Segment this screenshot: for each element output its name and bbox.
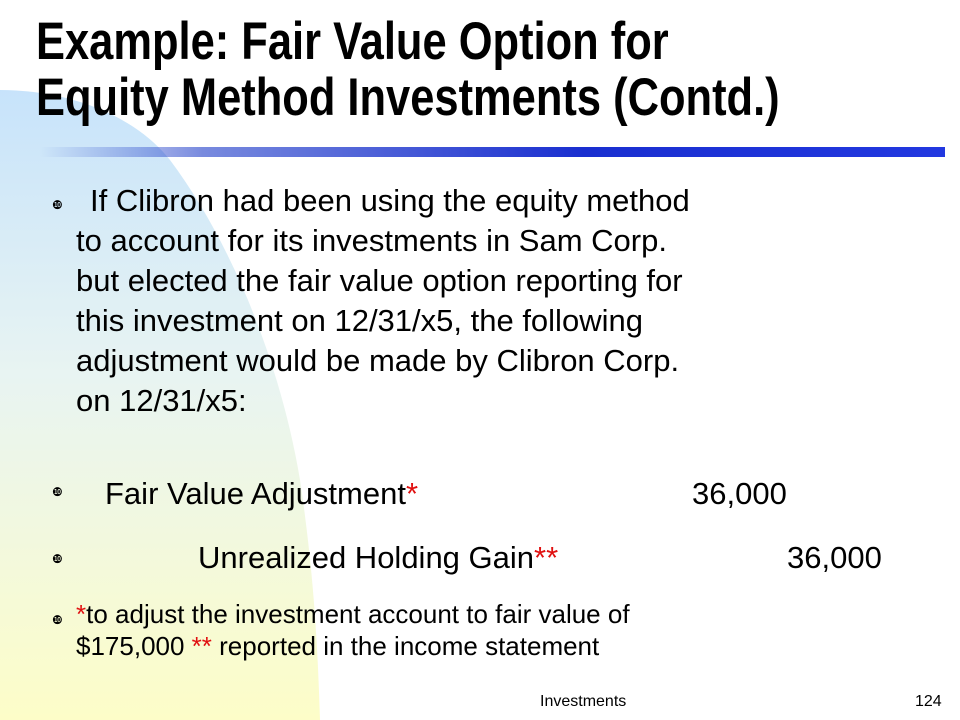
bullet-icon: ❿ (52, 552, 63, 566)
body-paragraph (76, 181, 946, 421)
bullet-icon: ❿ (52, 613, 63, 627)
footnote-marker: * (405, 476, 419, 511)
title-line-2: Equity Method Investments (Contd.) (36, 68, 780, 127)
page-number: 124 (915, 693, 942, 710)
footnote-text-2: $175,000 (76, 631, 192, 661)
footnote-text-1: to adjust the investment account to fair value of (86, 599, 630, 629)
slide-title (36, 14, 782, 126)
paragraph-line: adjustment would be made by Clibron Corp. (76, 343, 680, 378)
paragraph-line: but elected the fair value option reporting for (76, 263, 683, 298)
title-underline (40, 147, 945, 157)
footnote-marker: * (76, 599, 87, 629)
footnote-marker: ** (534, 540, 559, 575)
debit-amount: 36,000 (692, 476, 787, 511)
footnote-line-1 (76, 598, 946, 630)
account-name: Fair Value Adjustment (105, 476, 406, 511)
bullet-icon: ❿ (52, 485, 63, 499)
credit-amount: 36,000 (787, 540, 882, 575)
debit-account (105, 474, 418, 514)
footnote-line-2 (76, 630, 946, 662)
paragraph-line: this investment on 12/31/x5, the following (76, 303, 643, 338)
credit-account (198, 538, 558, 578)
paragraph-line: to account for its investments in Sam Corp. (76, 223, 667, 258)
title-line-1: Example: Fair Value Option for (36, 12, 669, 71)
paragraph-line: If Clibron had been using the equity method (90, 183, 690, 218)
footer-label: Investments (540, 693, 627, 710)
footnote-text (76, 598, 946, 662)
footnote-marker: ** (191, 631, 212, 661)
paragraph-line: on 12/31/x5: (76, 383, 247, 418)
account-name: Unrealized Holding Gain (198, 540, 535, 575)
footnote-text-3: reported in the income statement (211, 631, 600, 661)
bullet-icon: ❿ (52, 198, 63, 212)
